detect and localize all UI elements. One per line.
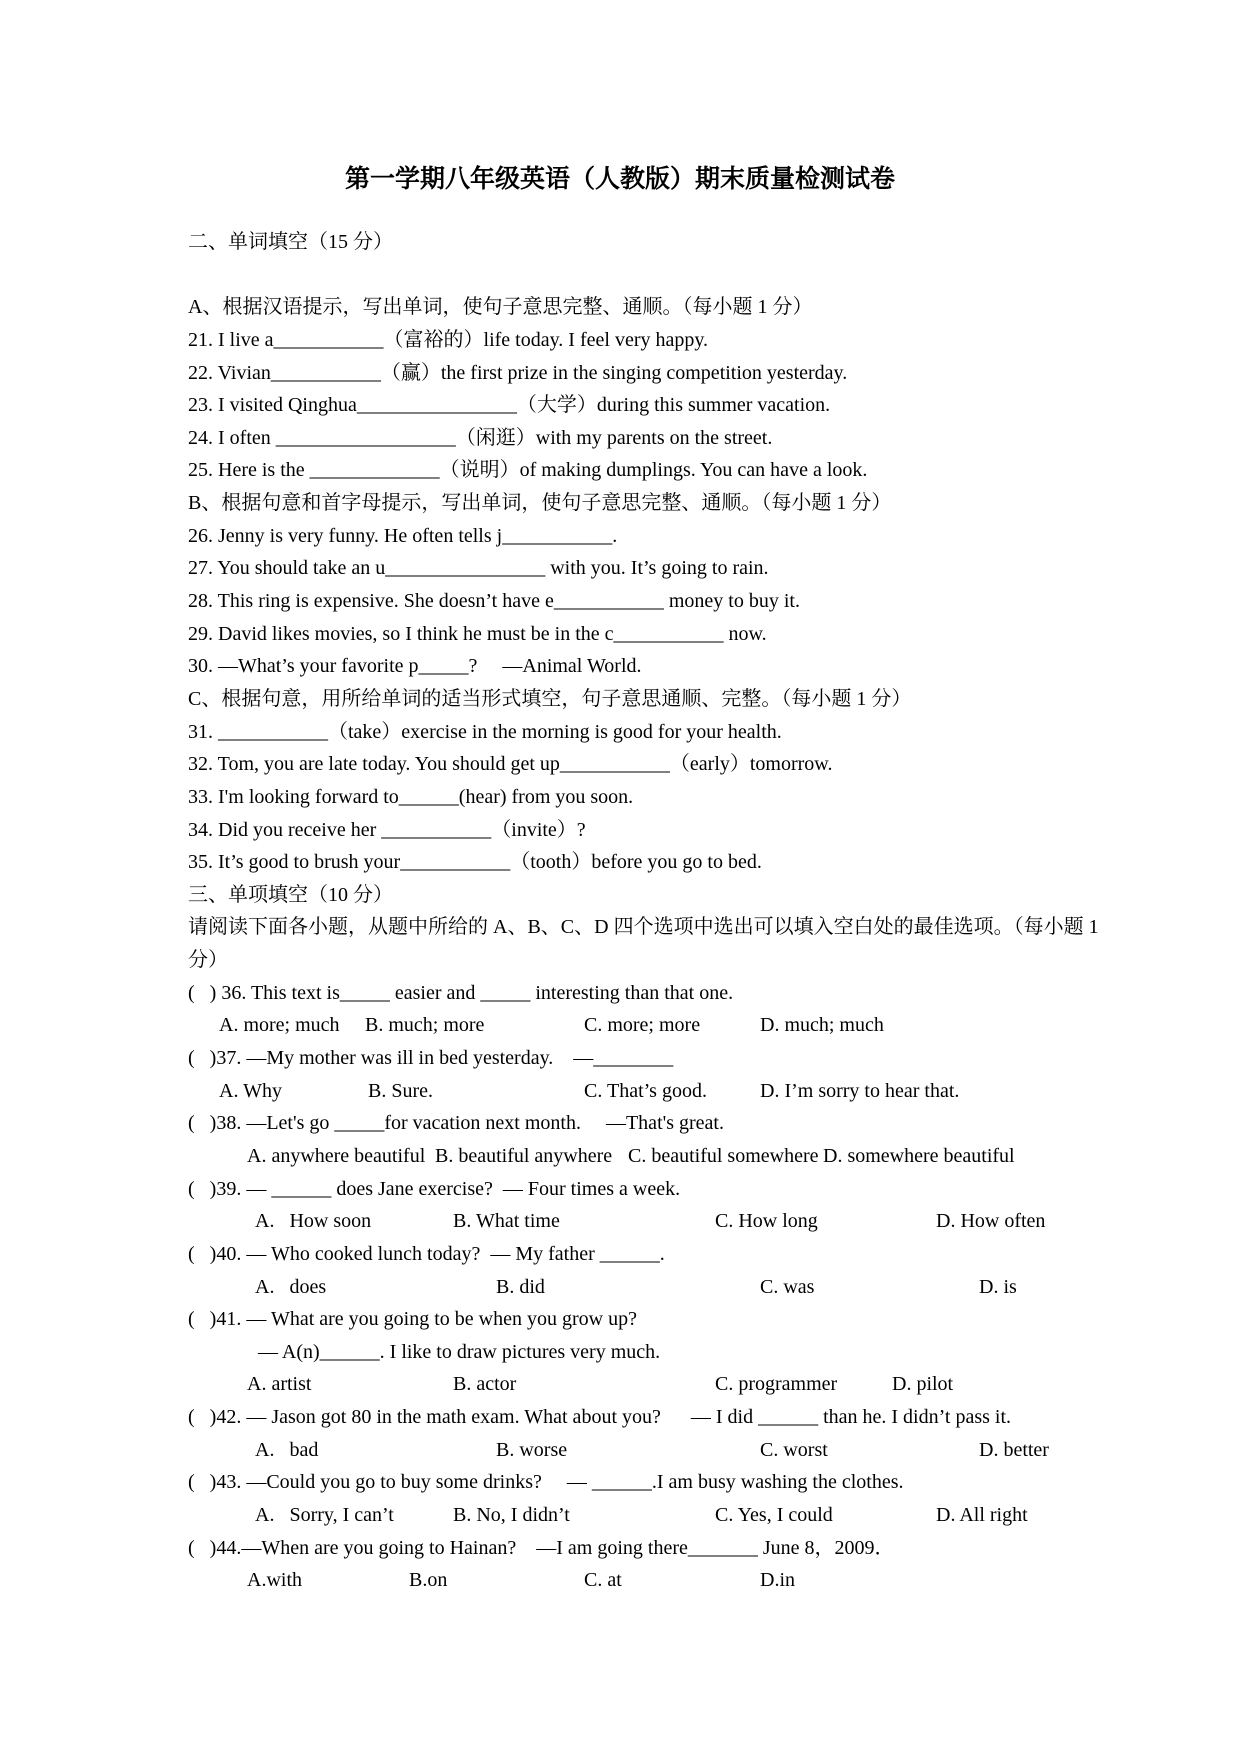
question-28: 28. This ring is expensive. She doesn’t have e___________ money to buy it. (188, 590, 800, 613)
question-39-option-c: C. How long (715, 1210, 818, 1233)
question-39-options (188, 1205, 1188, 1238)
question-29: 29. David likes movies, so I think he must be in the c___________ now. (188, 622, 767, 645)
question-41-option-a: A. artist (247, 1373, 312, 1396)
question-36 (188, 977, 1188, 1042)
question-42 (188, 1401, 1188, 1466)
question-42-stem: ( )42. — Jason got 80 in the math exam. What about you? — I did ______ than he. I didn’t pass it. (188, 1406, 1012, 1429)
question-37-option-b: B. Sure. (368, 1079, 433, 1102)
section-instruction-line-2: 分） (188, 949, 228, 972)
question-33: 33. I'm looking forward to______(hear) from you soon. (188, 785, 634, 808)
question-38 (188, 1107, 1188, 1172)
part-a-instruction: A、根据汉语提示，写出单词，使句子意思完整、通顺。（每小题 1 分） (188, 296, 813, 319)
question-40-option-a: A. does (255, 1275, 327, 1298)
question-38-options (188, 1140, 1188, 1173)
question-24: 24. I often __________________（闲逛）with my parents on the street. (188, 426, 773, 449)
question-42-option-b: B. worse (496, 1438, 568, 1461)
question-34: 34. Did you receive her ___________（invite）? (188, 818, 586, 841)
question-41 (188, 1303, 1188, 1401)
question-21: 21. I live a___________（富裕的）life today. I feel very happy. (188, 328, 709, 351)
question-26: 26. Jenny is very funny. He often tells j___________. (188, 524, 618, 547)
question-36-option-a: A. more; much (219, 1014, 340, 1037)
question-41-stem: ( )41. — What are you going to be when you grow up? (188, 1308, 637, 1331)
question-44-option-a: A.with (247, 1569, 302, 1592)
question-40-option-b: B. did (496, 1275, 545, 1298)
question-42-option-a: A. bad (255, 1438, 319, 1461)
question-42-options (188, 1434, 1188, 1467)
section-instruction-line-1: 请阅读下面各小题，从题中所给的 A、B、C、D 四个选项中选出可以填入空白处的最佳选项。（每小题 1 (188, 916, 1099, 939)
question-30: 30. —What’s your favorite p_____? —Animal World. (188, 655, 642, 678)
question-43-options (188, 1499, 1188, 1532)
question-40-stem: ( )40. — Who cooked lunch today? — My father ______. (188, 1242, 665, 1265)
question-36-option-b: B. much; more (365, 1014, 485, 1037)
question-43-stem: ( )43. —Could you go to buy some drinks? — ______.I am busy washing the clothes. (188, 1471, 904, 1494)
question-37 (188, 1042, 1188, 1107)
question-38-option-c: C. beautiful somewhere (628, 1144, 819, 1167)
question-40-option-d: D. is (979, 1275, 1017, 1298)
question-41-reply: — A(n)______. I like to draw pictures very much. (258, 1340, 661, 1363)
question-37-option-c: C. That’s good. (584, 1079, 707, 1102)
question-43 (188, 1466, 1188, 1531)
question-37-option-d: D. I’m sorry to hear that. (760, 1079, 960, 1102)
question-39-stem: ( )39. — ______ does Jane exercise? — Four times a week. (188, 1177, 681, 1200)
part-a (188, 291, 1188, 487)
question-44 (188, 1532, 1188, 1597)
question-31: 31. ___________（take）exercise in the morning is good for your health. (188, 720, 782, 743)
question-27: 27. You should take an u________________ with you. It’s going to rain. (188, 557, 769, 580)
question-41-option-c: C. programmer (715, 1373, 838, 1396)
question-44-options (188, 1564, 1188, 1597)
question-39-option-a: A. How soon (255, 1210, 372, 1233)
question-38-option-a: A. anywhere beautiful (247, 1144, 426, 1167)
question-40-option-c: C. was (760, 1275, 815, 1298)
question-42-option-c: C. worst (760, 1438, 828, 1461)
question-43-option-a: A. Sorry, I can’t (255, 1503, 394, 1526)
question-41-option-b: B. actor (453, 1373, 517, 1396)
question-32: 32. Tom, you are late today. You should get up___________（early）tomorrow. (188, 753, 833, 776)
question-25: 25. Here is the _____________（说明）of making dumplings. You can have a look. (188, 459, 868, 482)
question-37-stem: ( )37. —My mother was ill in bed yesterday. —________ (188, 1047, 674, 1070)
part-c (188, 683, 1188, 879)
question-37-option-a: A. Why (219, 1079, 282, 1102)
question-44-option-c: C. at (584, 1569, 622, 1592)
question-44-option-b: B.on (409, 1569, 448, 1592)
question-39-option-b: B. What time (453, 1210, 560, 1233)
question-38-option-b: B. beautiful anywhere (435, 1144, 613, 1167)
question-36-option-d: D. much; much (760, 1014, 884, 1037)
question-39 (188, 1173, 1188, 1238)
question-22: 22. Vivian___________（赢）the first prize in the singing competition yesterday. (188, 361, 848, 384)
section-heading-word-fill: 二、单词填空（15 分） (188, 231, 393, 253)
section-heading-multiple-choice: 三、单项填空（10 分） (188, 883, 393, 906)
section-multiple-choice (188, 879, 1188, 1597)
question-39-option-d: D. How often (936, 1210, 1046, 1233)
exam-body (188, 226, 1188, 1597)
question-23: 23. I visited Qinghua________________（大学）during this summer vacation. (188, 394, 831, 417)
blank-line (188, 259, 1188, 292)
question-43-option-d: D. All right (936, 1503, 1028, 1526)
question-36-stem: ( ) 36. This text is_____ easier and _____ interesting than that one. (188, 981, 734, 1004)
question-38-stem: ( )38. —Let's go _____for vacation next month. —That's great. (188, 1112, 724, 1135)
question-44-option-d: D.in (760, 1569, 795, 1592)
question-41-option-d: D. pilot (892, 1373, 954, 1396)
question-43-option-b: B. No, I didn’t (453, 1503, 570, 1526)
question-35: 35. It’s good to brush your___________（tooth）before you go to bed. (188, 851, 762, 874)
question-37-options (188, 1075, 1188, 1108)
question-42-option-d: D. better (979, 1438, 1049, 1461)
part-c-instruction: C、根据句意，用所给单词的适当形式填空，句子意思通顺、完整。（每小题 1 分） (188, 687, 912, 710)
question-44-stem: ( )44.—When are you going to Hainan? —I am going there_______ June 8，2009． (188, 1536, 895, 1559)
question-43-option-c: C. Yes, I could (715, 1503, 833, 1526)
question-36-options (188, 1009, 1188, 1042)
question-40 (188, 1238, 1188, 1303)
question-41-options (188, 1368, 1188, 1401)
part-b (188, 487, 1188, 683)
exam-title: 第一学期八年级英语（人教版）期末质量检测试卷 (344, 166, 895, 193)
question-40-options (188, 1271, 1188, 1304)
question-36-option-c: C. more; more (584, 1014, 701, 1037)
part-b-instruction: B、根据句意和首字母提示，写出单词，使句子意思完整、通顺。（每小题 1 分） (188, 492, 892, 515)
section-word-fill (188, 226, 1188, 879)
question-38-option-d: D. somewhere beautiful (823, 1144, 1015, 1167)
